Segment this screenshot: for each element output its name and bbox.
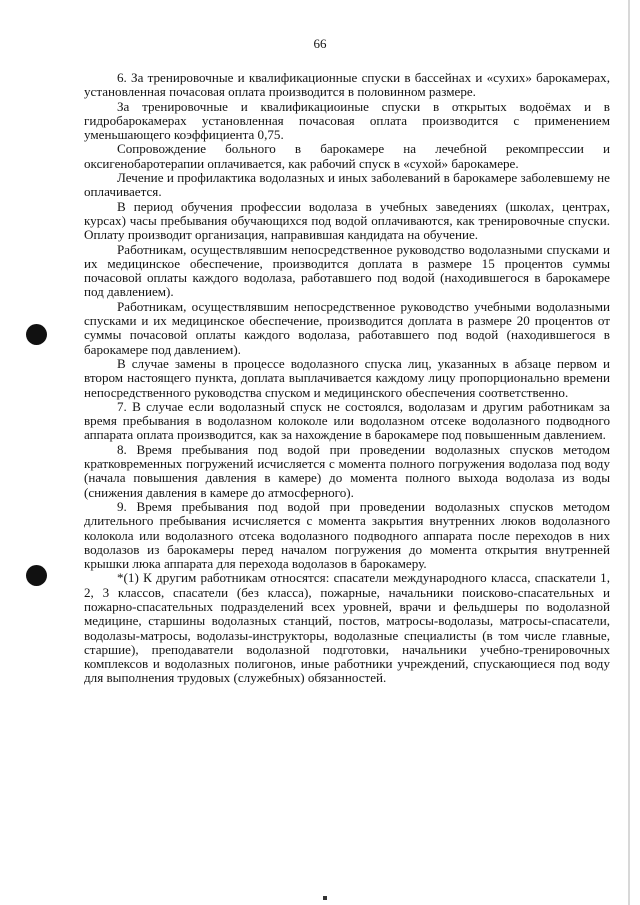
paragraph: Сопровождение больного в барокамере на лечебной рекомпрессии и оксигенобаротерапии оплачивается, как рабочий спуск в «сухой» барокамере. [84, 141, 610, 171]
paragraph: 9. Время пребывания под водой при проведении водолазных спусков методом длительного пребывания исчисляется с момента закрытия внутренних люков водолазного колокола или водолазного отсека водолазного подводного аппарата после переходов в них водолазов из барокамеры перед началом погружения до момента открытия внутренней крышки люка аппарата для перехода водолазов в барокамеру. [84, 498, 610, 572]
paragraph: 6. За тренировочные и квалификационные спуски в бассейнах и «сухих» барокамерах, установленная почасовая оплата производится в половинном размере. [84, 70, 610, 100]
paragraph: 7. В случае если водолазный спуск не состоялся, водолазам и другим работникам за время пребывания в водолазном колоколе или водолазном отсеке водолазного подводного аппарата оплата производится, как за нахождение в барокамере под повышенным давлением. [84, 398, 610, 443]
paragraph: В период обучения профессии водолаза в учебных заведениях (школах, центрах, курсах) часы пребывания обучающихся под водой оплачиваются, как тренировочные спуски. Оплату производит организация, направившая кандидата на обучение. [84, 198, 610, 243]
footnote-paragraph: *(1) К другим работникам относятся: спасатели международного класса, спаскатели 1, 2, 3 классов, спасатели (без класса), пожарные, начальники поисково-спасательных и пожарно-спасательных подразделений всех уровней, врачи и фельдшеры по водолазной медицине, старшины водолазных станций, постов, матросы-водолазы, матросы-спасатели, водолазы-матросы, водолазы-инструкторы, водолазные специалисты (в том числе главные, старшие), преподаватели водолазной подготовки, начальники учебно-тренировочных комплексов и водолазных полигонов, иные работники учреждений, спускающиеся под воду для выполнения трудовых (служебных) обязанностей. [84, 570, 610, 686]
paragraph: Лечение и профилактика водолазных и иных заболеваний в барокамере заболевшему не оплачивается. [84, 170, 610, 200]
paragraph: Работникам, осуществлявшим непосредственное руководство учебными водолазными спусками и их медицинское обеспечение, производится доплата в размере 20 процентов от суммы почасовой оплаты каждого водолаза, работавшего под водой (находившегося в барокамере под давлением). [84, 298, 610, 357]
page-number: 66 [313, 36, 327, 51]
scan-speck [323, 896, 327, 900]
punch-hole-mark [26, 324, 47, 345]
paragraph: В случае замены в процессе водолазного спуска лиц, указанных в абзаце первом и втором настоящего пункта, доплата выплачивается каждому лицу пропорционально времени непосредственного руководства спуском и медицинского обеспечения соответственно. [84, 355, 610, 400]
paragraph: Работникам, осуществлявшим непосредственное руководство водолазными спусками и их медицинское обеспечение, производится доплата в размере 15 процентов суммы почасовой оплаты каждого водолаза, работавшего под водой (находившегося в барокамере под давлением). [84, 241, 610, 300]
punch-hole-mark [26, 565, 47, 586]
document-body [84, 71, 610, 686]
paragraph: За тренировочные и квалификациоиные спуски в открытых водоёмах и в гидробарокамерах установленная почасовая оплата производится с применением уменьшающего коэффициента 0,75. [84, 98, 610, 143]
paragraph: 8. Время пребывания под водой при проведении водолазных спусков методом кратковременных погружений исчисляется с момента полного погружения водолаза под воду (начала повышения давления в камере) до момента полного выхода водолаза из воды (снижения давления в камере до атмосферного). [84, 441, 610, 500]
scan-edge [628, 0, 630, 905]
